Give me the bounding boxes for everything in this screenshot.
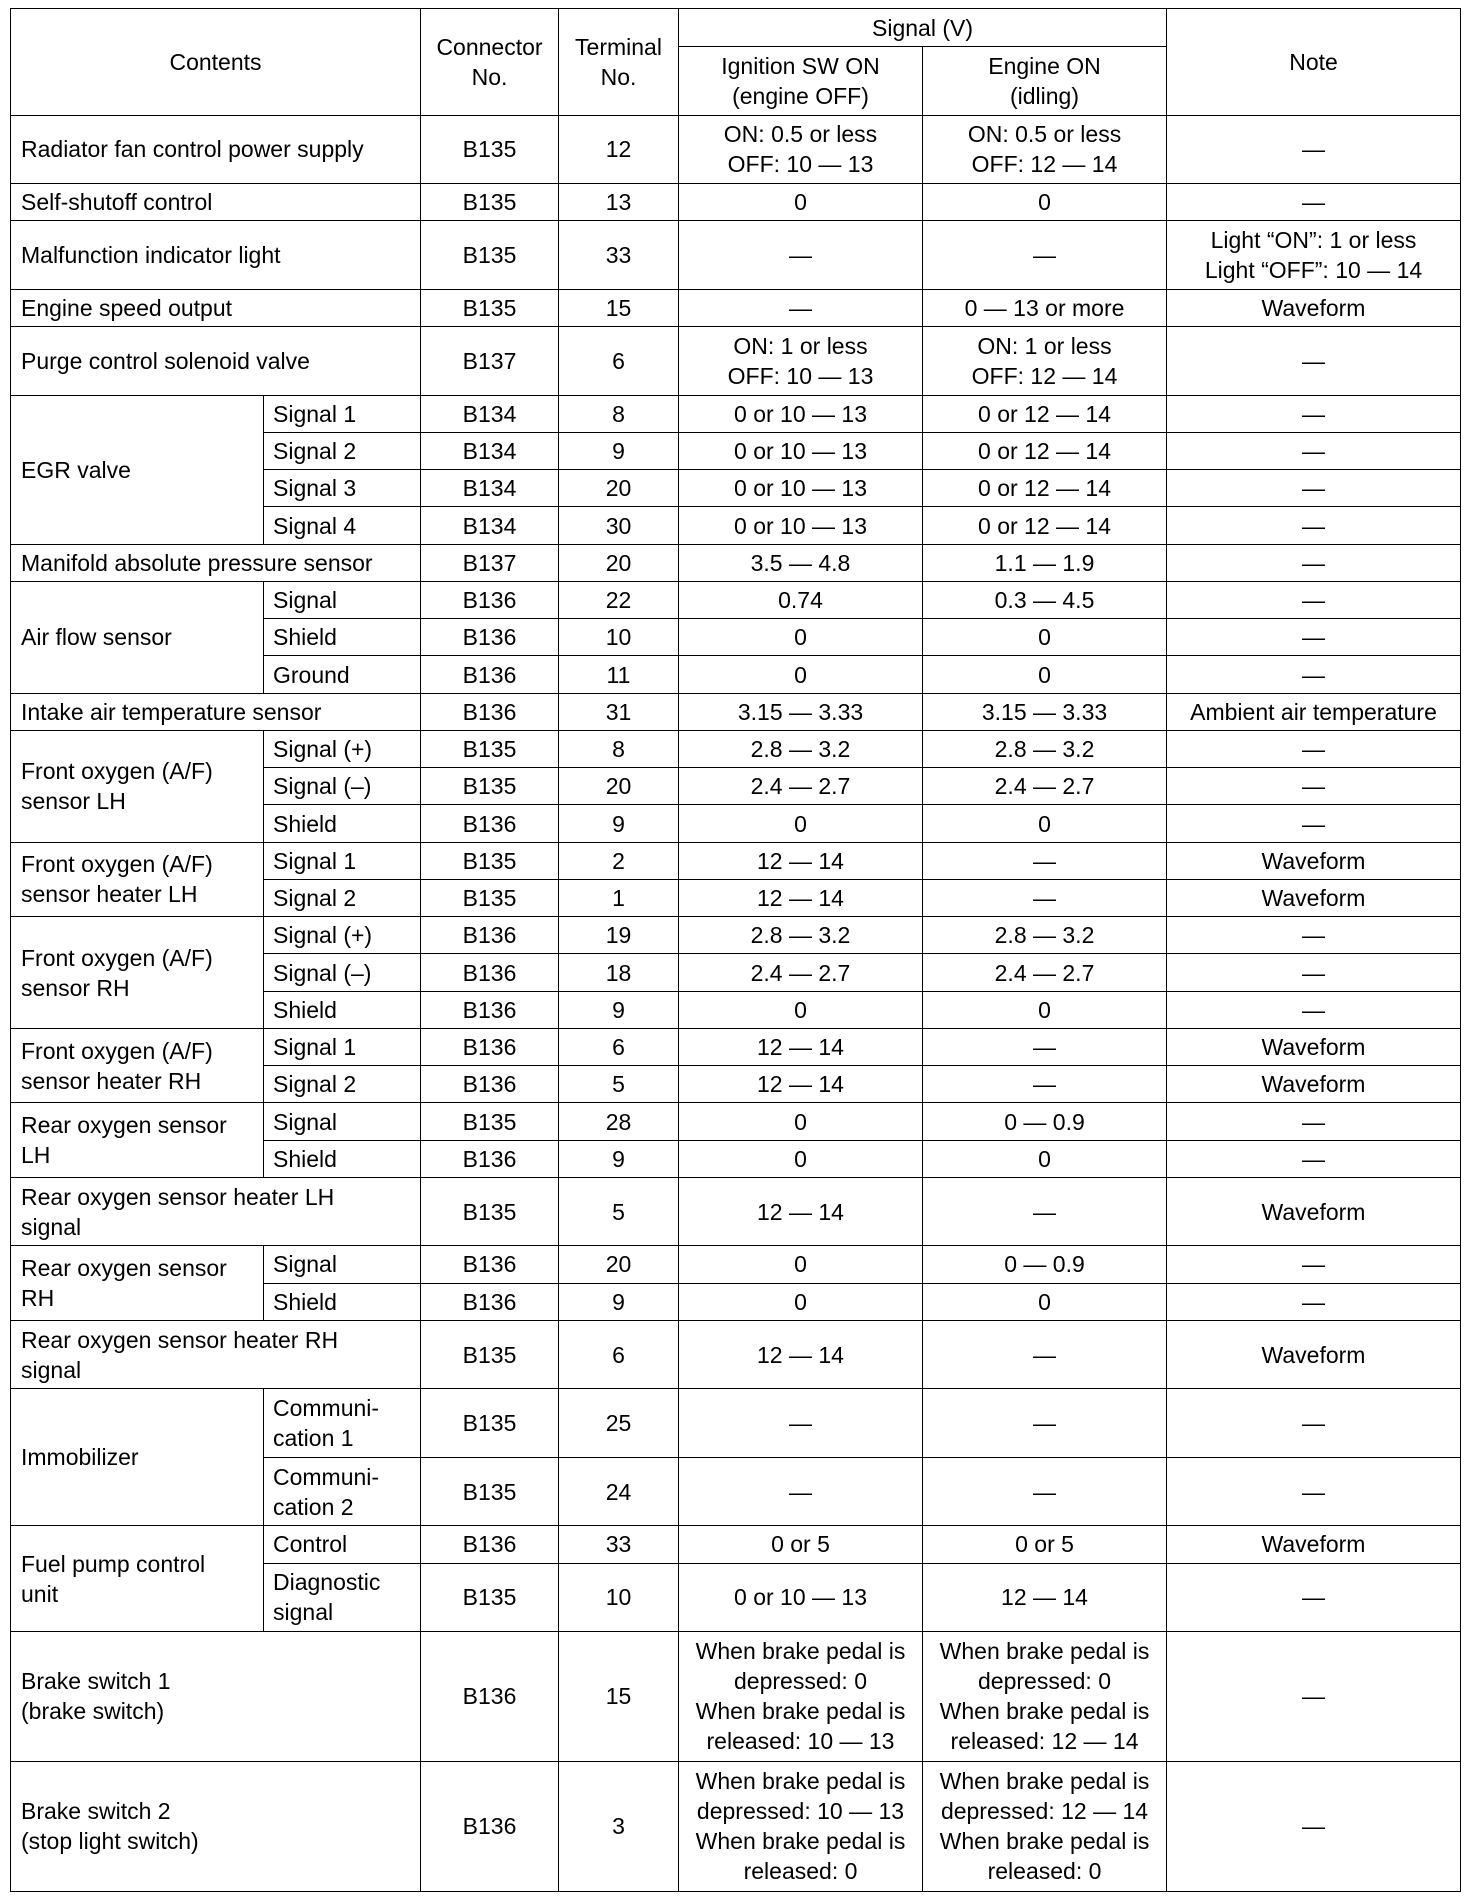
ignition-signal-cell: 0	[679, 656, 923, 693]
note-cell: —	[1167, 1761, 1461, 1891]
ignition-signal-cell: ON: 1 or less OFF: 10 — 13	[679, 327, 923, 395]
header-signal: Signal (V)	[679, 9, 1167, 47]
note-cell: —	[1167, 991, 1461, 1028]
connector-cell: B136	[421, 619, 559, 656]
signal-table	[10, 8, 1461, 1892]
note-cell: Waveform	[1167, 1320, 1461, 1388]
note-cell: —	[1167, 768, 1461, 805]
note-cell: —	[1167, 1246, 1461, 1283]
group-cell: Rear oxygen sensor LH	[11, 1103, 264, 1178]
sub-item-cell: Signal 1	[264, 1028, 421, 1065]
engine-signal-cell: 3.15 — 3.33	[923, 693, 1167, 730]
connector-cell: B136	[421, 1066, 559, 1103]
terminal-cell: 28	[559, 1103, 679, 1140]
group-cell: Fuel pump control unit	[11, 1526, 264, 1632]
ignition-signal-cell: 0 or 10 — 13	[679, 1563, 923, 1631]
table-row	[11, 842, 1461, 879]
sub-item-cell: Signal 1	[264, 395, 421, 432]
engine-signal-cell: 0.3 — 4.5	[923, 581, 1167, 618]
note-cell: —	[1167, 730, 1461, 767]
header-ignition-sw-on: Ignition SW ON (engine OFF)	[679, 47, 923, 115]
sub-item-cell: Signal 1	[264, 842, 421, 879]
ignition-signal-cell: 2.8 — 3.2	[679, 917, 923, 954]
terminal-cell: 10	[559, 619, 679, 656]
terminal-cell: 9	[559, 805, 679, 842]
note-cell: —	[1167, 954, 1461, 991]
connector-cell: B136	[421, 693, 559, 730]
note-cell: —	[1167, 805, 1461, 842]
connector-cell: B134	[421, 432, 559, 469]
terminal-cell: 9	[559, 991, 679, 1028]
header-terminal-no: Terminal No.	[559, 9, 679, 116]
note-cell: —	[1167, 470, 1461, 507]
connector-cell: B135	[421, 1320, 559, 1388]
table-row	[11, 1526, 1461, 1563]
engine-signal-cell: 2.4 — 2.7	[923, 954, 1167, 991]
note-cell: —	[1167, 1389, 1461, 1457]
connector-cell: B135	[421, 842, 559, 879]
ignition-signal-cell: —	[679, 289, 923, 326]
contents-cell: Brake switch 1 (brake switch)	[11, 1631, 421, 1761]
terminal-cell: 12	[559, 115, 679, 183]
terminal-cell: 30	[559, 507, 679, 544]
table-row	[11, 1389, 1461, 1457]
terminal-cell: 11	[559, 656, 679, 693]
note-cell: Waveform	[1167, 1028, 1461, 1065]
connector-cell: B136	[421, 991, 559, 1028]
group-cell: Front oxygen (A/F) sensor heater RH	[11, 1028, 264, 1103]
group-cell: Air flow sensor	[11, 581, 264, 693]
ignition-signal-cell: 3.5 — 4.8	[679, 544, 923, 581]
connector-cell: B136	[421, 805, 559, 842]
table-row	[11, 1177, 1461, 1245]
ignition-signal-cell: When brake pedal is depressed: 0 When brake pedal is released: 10 — 13	[679, 1631, 923, 1761]
engine-signal-cell: 2.4 — 2.7	[923, 768, 1167, 805]
ignition-signal-cell: 0.74	[679, 581, 923, 618]
connector-cell: B137	[421, 327, 559, 395]
header-connector-no: Connector No.	[421, 9, 559, 116]
ignition-signal-cell: 0	[679, 619, 923, 656]
contents-cell: Engine speed output	[11, 289, 421, 326]
ignition-signal-cell: 0	[679, 991, 923, 1028]
note-cell: —	[1167, 327, 1461, 395]
ignition-signal-cell: 0	[679, 805, 923, 842]
sub-item-cell: Signal	[264, 581, 421, 618]
note-cell: Ambient air temperature	[1167, 693, 1461, 730]
terminal-cell: 5	[559, 1066, 679, 1103]
terminal-cell: 20	[559, 470, 679, 507]
engine-signal-cell: —	[923, 1389, 1167, 1457]
engine-signal-cell: —	[923, 879, 1167, 916]
terminal-cell: 22	[559, 581, 679, 618]
ignition-signal-cell: 0	[679, 1140, 923, 1177]
table-row	[11, 184, 1461, 221]
ignition-signal-cell: 3.15 — 3.33	[679, 693, 923, 730]
group-cell: Front oxygen (A/F) sensor heater LH	[11, 842, 264, 917]
table-row	[11, 1103, 1461, 1140]
connector-cell: B136	[421, 1526, 559, 1563]
engine-signal-cell: —	[923, 1028, 1167, 1065]
note-cell: —	[1167, 917, 1461, 954]
engine-signal-cell: —	[923, 1066, 1167, 1103]
engine-signal-cell: ON: 0.5 or less OFF: 12 — 14	[923, 115, 1167, 183]
connector-cell: B136	[421, 1028, 559, 1065]
engine-signal-cell: —	[923, 1320, 1167, 1388]
note-cell: —	[1167, 395, 1461, 432]
connector-cell: B136	[421, 917, 559, 954]
engine-signal-cell: ON: 1 or less OFF: 12 — 14	[923, 327, 1167, 395]
contents-cell: Radiator fan control power supply	[11, 115, 421, 183]
engine-signal-cell: 0 or 12 — 14	[923, 470, 1167, 507]
contents-cell: Intake air temperature sensor	[11, 693, 421, 730]
engine-signal-cell: 0	[923, 1140, 1167, 1177]
terminal-cell: 6	[559, 1320, 679, 1388]
table-row	[11, 730, 1461, 767]
ignition-signal-cell: 0 or 5	[679, 1526, 923, 1563]
note-cell: —	[1167, 581, 1461, 618]
sub-item-cell: Shield	[264, 1283, 421, 1320]
engine-signal-cell: 0	[923, 1283, 1167, 1320]
terminal-cell: 8	[559, 395, 679, 432]
terminal-cell: 19	[559, 917, 679, 954]
terminal-cell: 1	[559, 879, 679, 916]
terminal-cell: 15	[559, 1631, 679, 1761]
sub-item-cell: Ground	[264, 656, 421, 693]
group-cell: Front oxygen (A/F) sensor RH	[11, 917, 264, 1029]
connector-cell: B135	[421, 184, 559, 221]
connector-cell: B135	[421, 115, 559, 183]
connector-cell: B135	[421, 1389, 559, 1457]
connector-cell: B135	[421, 1177, 559, 1245]
note-cell: Waveform	[1167, 1526, 1461, 1563]
sub-item-cell: Control	[264, 1526, 421, 1563]
terminal-cell: 3	[559, 1761, 679, 1891]
terminal-cell: 5	[559, 1177, 679, 1245]
connector-cell: B136	[421, 1140, 559, 1177]
engine-signal-cell: 2.8 — 3.2	[923, 730, 1167, 767]
terminal-cell: 20	[559, 1246, 679, 1283]
table-row	[11, 581, 1461, 618]
engine-signal-cell: 0	[923, 656, 1167, 693]
header-engine-on: Engine ON (idling)	[923, 47, 1167, 115]
terminal-cell: 24	[559, 1457, 679, 1525]
note-cell: Waveform	[1167, 1177, 1461, 1245]
engine-signal-cell: —	[923, 1177, 1167, 1245]
terminal-cell: 2	[559, 842, 679, 879]
engine-signal-cell: When brake pedal is depressed: 12 — 14 When brake pedal is released: 0	[923, 1761, 1167, 1891]
sub-item-cell: Signal 2	[264, 432, 421, 469]
contents-cell: Self-shutoff control	[11, 184, 421, 221]
table-row	[11, 1320, 1461, 1388]
note-cell: —	[1167, 1103, 1461, 1140]
sub-item-cell: Shield	[264, 619, 421, 656]
group-cell: Immobilizer	[11, 1389, 264, 1526]
contents-cell: Rear oxygen sensor heater LH signal	[11, 1177, 421, 1245]
note-cell: —	[1167, 115, 1461, 183]
connector-cell: B136	[421, 1246, 559, 1283]
note-cell: Waveform	[1167, 1066, 1461, 1103]
table-row	[11, 917, 1461, 954]
terminal-cell: 25	[559, 1389, 679, 1457]
ignition-signal-cell: —	[679, 1457, 923, 1525]
ignition-signal-cell: 2.4 — 2.7	[679, 954, 923, 991]
sub-item-cell: Signal (+)	[264, 730, 421, 767]
ignition-signal-cell: 12 — 14	[679, 842, 923, 879]
sub-item-cell: Signal 2	[264, 879, 421, 916]
sub-item-cell: Signal (–)	[264, 768, 421, 805]
contents-cell: Purge control solenoid valve	[11, 327, 421, 395]
group-cell: Front oxygen (A/F) sensor LH	[11, 730, 264, 842]
engine-signal-cell: —	[923, 221, 1167, 289]
sub-item-cell: Signal 4	[264, 507, 421, 544]
ignition-signal-cell: 0	[679, 1103, 923, 1140]
table-row	[11, 1246, 1461, 1283]
connector-cell: B136	[421, 581, 559, 618]
connector-cell: B135	[421, 1103, 559, 1140]
terminal-cell: 33	[559, 221, 679, 289]
table-row	[11, 289, 1461, 326]
ignition-signal-cell: When brake pedal is depressed: 10 — 13 When brake pedal is released: 0	[679, 1761, 923, 1891]
note-cell: —	[1167, 432, 1461, 469]
sub-item-cell: Shield	[264, 991, 421, 1028]
sub-item-cell: Signal (+)	[264, 917, 421, 954]
table-row	[11, 693, 1461, 730]
connector-cell: B137	[421, 544, 559, 581]
ignition-signal-cell: 0	[679, 184, 923, 221]
table-row	[11, 544, 1461, 581]
connector-cell: B135	[421, 1563, 559, 1631]
connector-cell: B136	[421, 1283, 559, 1320]
connector-cell: B134	[421, 507, 559, 544]
terminal-cell: 9	[559, 1140, 679, 1177]
ignition-signal-cell: 0	[679, 1283, 923, 1320]
terminal-cell: 20	[559, 544, 679, 581]
engine-signal-cell: 0	[923, 619, 1167, 656]
connector-cell: B134	[421, 395, 559, 432]
note-cell: —	[1167, 1457, 1461, 1525]
sub-item-cell: Signal 3	[264, 470, 421, 507]
connector-cell: B135	[421, 289, 559, 326]
sub-item-cell: Signal	[264, 1246, 421, 1283]
header-contents: Contents	[11, 9, 421, 116]
connector-cell: B134	[421, 470, 559, 507]
sub-item-cell: Signal 2	[264, 1066, 421, 1103]
connector-cell: B135	[421, 768, 559, 805]
contents-cell: Brake switch 2 (stop light switch)	[11, 1761, 421, 1891]
connector-cell: B136	[421, 1761, 559, 1891]
ignition-signal-cell: 0 or 10 — 13	[679, 470, 923, 507]
table-row	[11, 1761, 1461, 1891]
engine-signal-cell: 0	[923, 184, 1167, 221]
note-cell: —	[1167, 1563, 1461, 1631]
engine-signal-cell: 1.1 — 1.9	[923, 544, 1167, 581]
engine-signal-cell: 0 or 12 — 14	[923, 432, 1167, 469]
note-cell: —	[1167, 656, 1461, 693]
ignition-signal-cell: 12 — 14	[679, 1177, 923, 1245]
ignition-signal-cell: 12 — 14	[679, 1066, 923, 1103]
ignition-signal-cell: 12 — 14	[679, 879, 923, 916]
ignition-signal-cell: 0 or 10 — 13	[679, 432, 923, 469]
engine-signal-cell: 0 or 12 — 14	[923, 395, 1167, 432]
note-cell: Waveform	[1167, 289, 1461, 326]
note-cell: Waveform	[1167, 879, 1461, 916]
note-cell: —	[1167, 1140, 1461, 1177]
contents-cell: Manifold absolute pressure sensor	[11, 544, 421, 581]
note-cell: —	[1167, 619, 1461, 656]
connector-cell: B135	[421, 1457, 559, 1525]
engine-signal-cell: 0 — 13 or more	[923, 289, 1167, 326]
ignition-signal-cell: —	[679, 1389, 923, 1457]
terminal-cell: 9	[559, 432, 679, 469]
sub-item-cell: Shield	[264, 1140, 421, 1177]
connector-cell: B136	[421, 1631, 559, 1761]
note-cell: —	[1167, 1283, 1461, 1320]
connector-cell: B136	[421, 656, 559, 693]
table-row	[11, 327, 1461, 395]
engine-signal-cell: When brake pedal is depressed: 0 When brake pedal is released: 12 — 14	[923, 1631, 1167, 1761]
terminal-cell: 31	[559, 693, 679, 730]
table-row	[11, 115, 1461, 183]
table-row	[11, 1631, 1461, 1761]
note-cell: —	[1167, 184, 1461, 221]
note-cell: Waveform	[1167, 842, 1461, 879]
group-cell: EGR valve	[11, 395, 264, 544]
terminal-cell: 18	[559, 954, 679, 991]
engine-signal-cell: 0	[923, 805, 1167, 842]
terminal-cell: 6	[559, 327, 679, 395]
ignition-signal-cell: 0 or 10 — 13	[679, 395, 923, 432]
ignition-signal-cell: —	[679, 221, 923, 289]
sub-item-cell: Signal (–)	[264, 954, 421, 991]
terminal-cell: 10	[559, 1563, 679, 1631]
note-cell: Light “ON”: 1 or less Light “OFF”: 10 — 14	[1167, 221, 1461, 289]
engine-signal-cell: 12 — 14	[923, 1563, 1167, 1631]
sub-item-cell: Shield	[264, 805, 421, 842]
engine-signal-cell: —	[923, 1457, 1167, 1525]
engine-signal-cell: 0	[923, 991, 1167, 1028]
note-cell: —	[1167, 544, 1461, 581]
engine-signal-cell: 0 — 0.9	[923, 1103, 1167, 1140]
table-row	[11, 395, 1461, 432]
ignition-signal-cell: 2.4 — 2.7	[679, 768, 923, 805]
ignition-signal-cell: 0 or 10 — 13	[679, 507, 923, 544]
table-row	[11, 1028, 1461, 1065]
connector-cell: B135	[421, 879, 559, 916]
ignition-signal-cell: ON: 0.5 or less OFF: 10 — 13	[679, 115, 923, 183]
note-cell: —	[1167, 507, 1461, 544]
sub-item-cell: Diagnostic signal	[264, 1563, 421, 1631]
sub-item-cell: Signal	[264, 1103, 421, 1140]
table-row	[11, 221, 1461, 289]
ignition-signal-cell: 0	[679, 1246, 923, 1283]
ignition-signal-cell: 12 — 14	[679, 1028, 923, 1065]
sub-item-cell: Communi- cation 1	[264, 1389, 421, 1457]
sub-item-cell: Communi- cation 2	[264, 1457, 421, 1525]
terminal-cell: 13	[559, 184, 679, 221]
terminal-cell: 20	[559, 768, 679, 805]
ignition-signal-cell: 12 — 14	[679, 1320, 923, 1388]
engine-signal-cell: —	[923, 842, 1167, 879]
connector-cell: B135	[421, 221, 559, 289]
contents-cell: Malfunction indicator light	[11, 221, 421, 289]
terminal-cell: 33	[559, 1526, 679, 1563]
engine-signal-cell: 0 or 12 — 14	[923, 507, 1167, 544]
group-cell: Rear oxygen sensor RH	[11, 1246, 264, 1321]
engine-signal-cell: 0 or 5	[923, 1526, 1167, 1563]
engine-signal-cell: 0 — 0.9	[923, 1246, 1167, 1283]
terminal-cell: 6	[559, 1028, 679, 1065]
header-note: Note	[1167, 9, 1461, 116]
contents-cell: Rear oxygen sensor heater RH signal	[11, 1320, 421, 1388]
connector-cell: B135	[421, 730, 559, 767]
terminal-cell: 15	[559, 289, 679, 326]
terminal-cell: 8	[559, 730, 679, 767]
engine-signal-cell: 2.8 — 3.2	[923, 917, 1167, 954]
ignition-signal-cell: 2.8 — 3.2	[679, 730, 923, 767]
connector-cell: B136	[421, 954, 559, 991]
note-cell: —	[1167, 1631, 1461, 1761]
terminal-cell: 9	[559, 1283, 679, 1320]
